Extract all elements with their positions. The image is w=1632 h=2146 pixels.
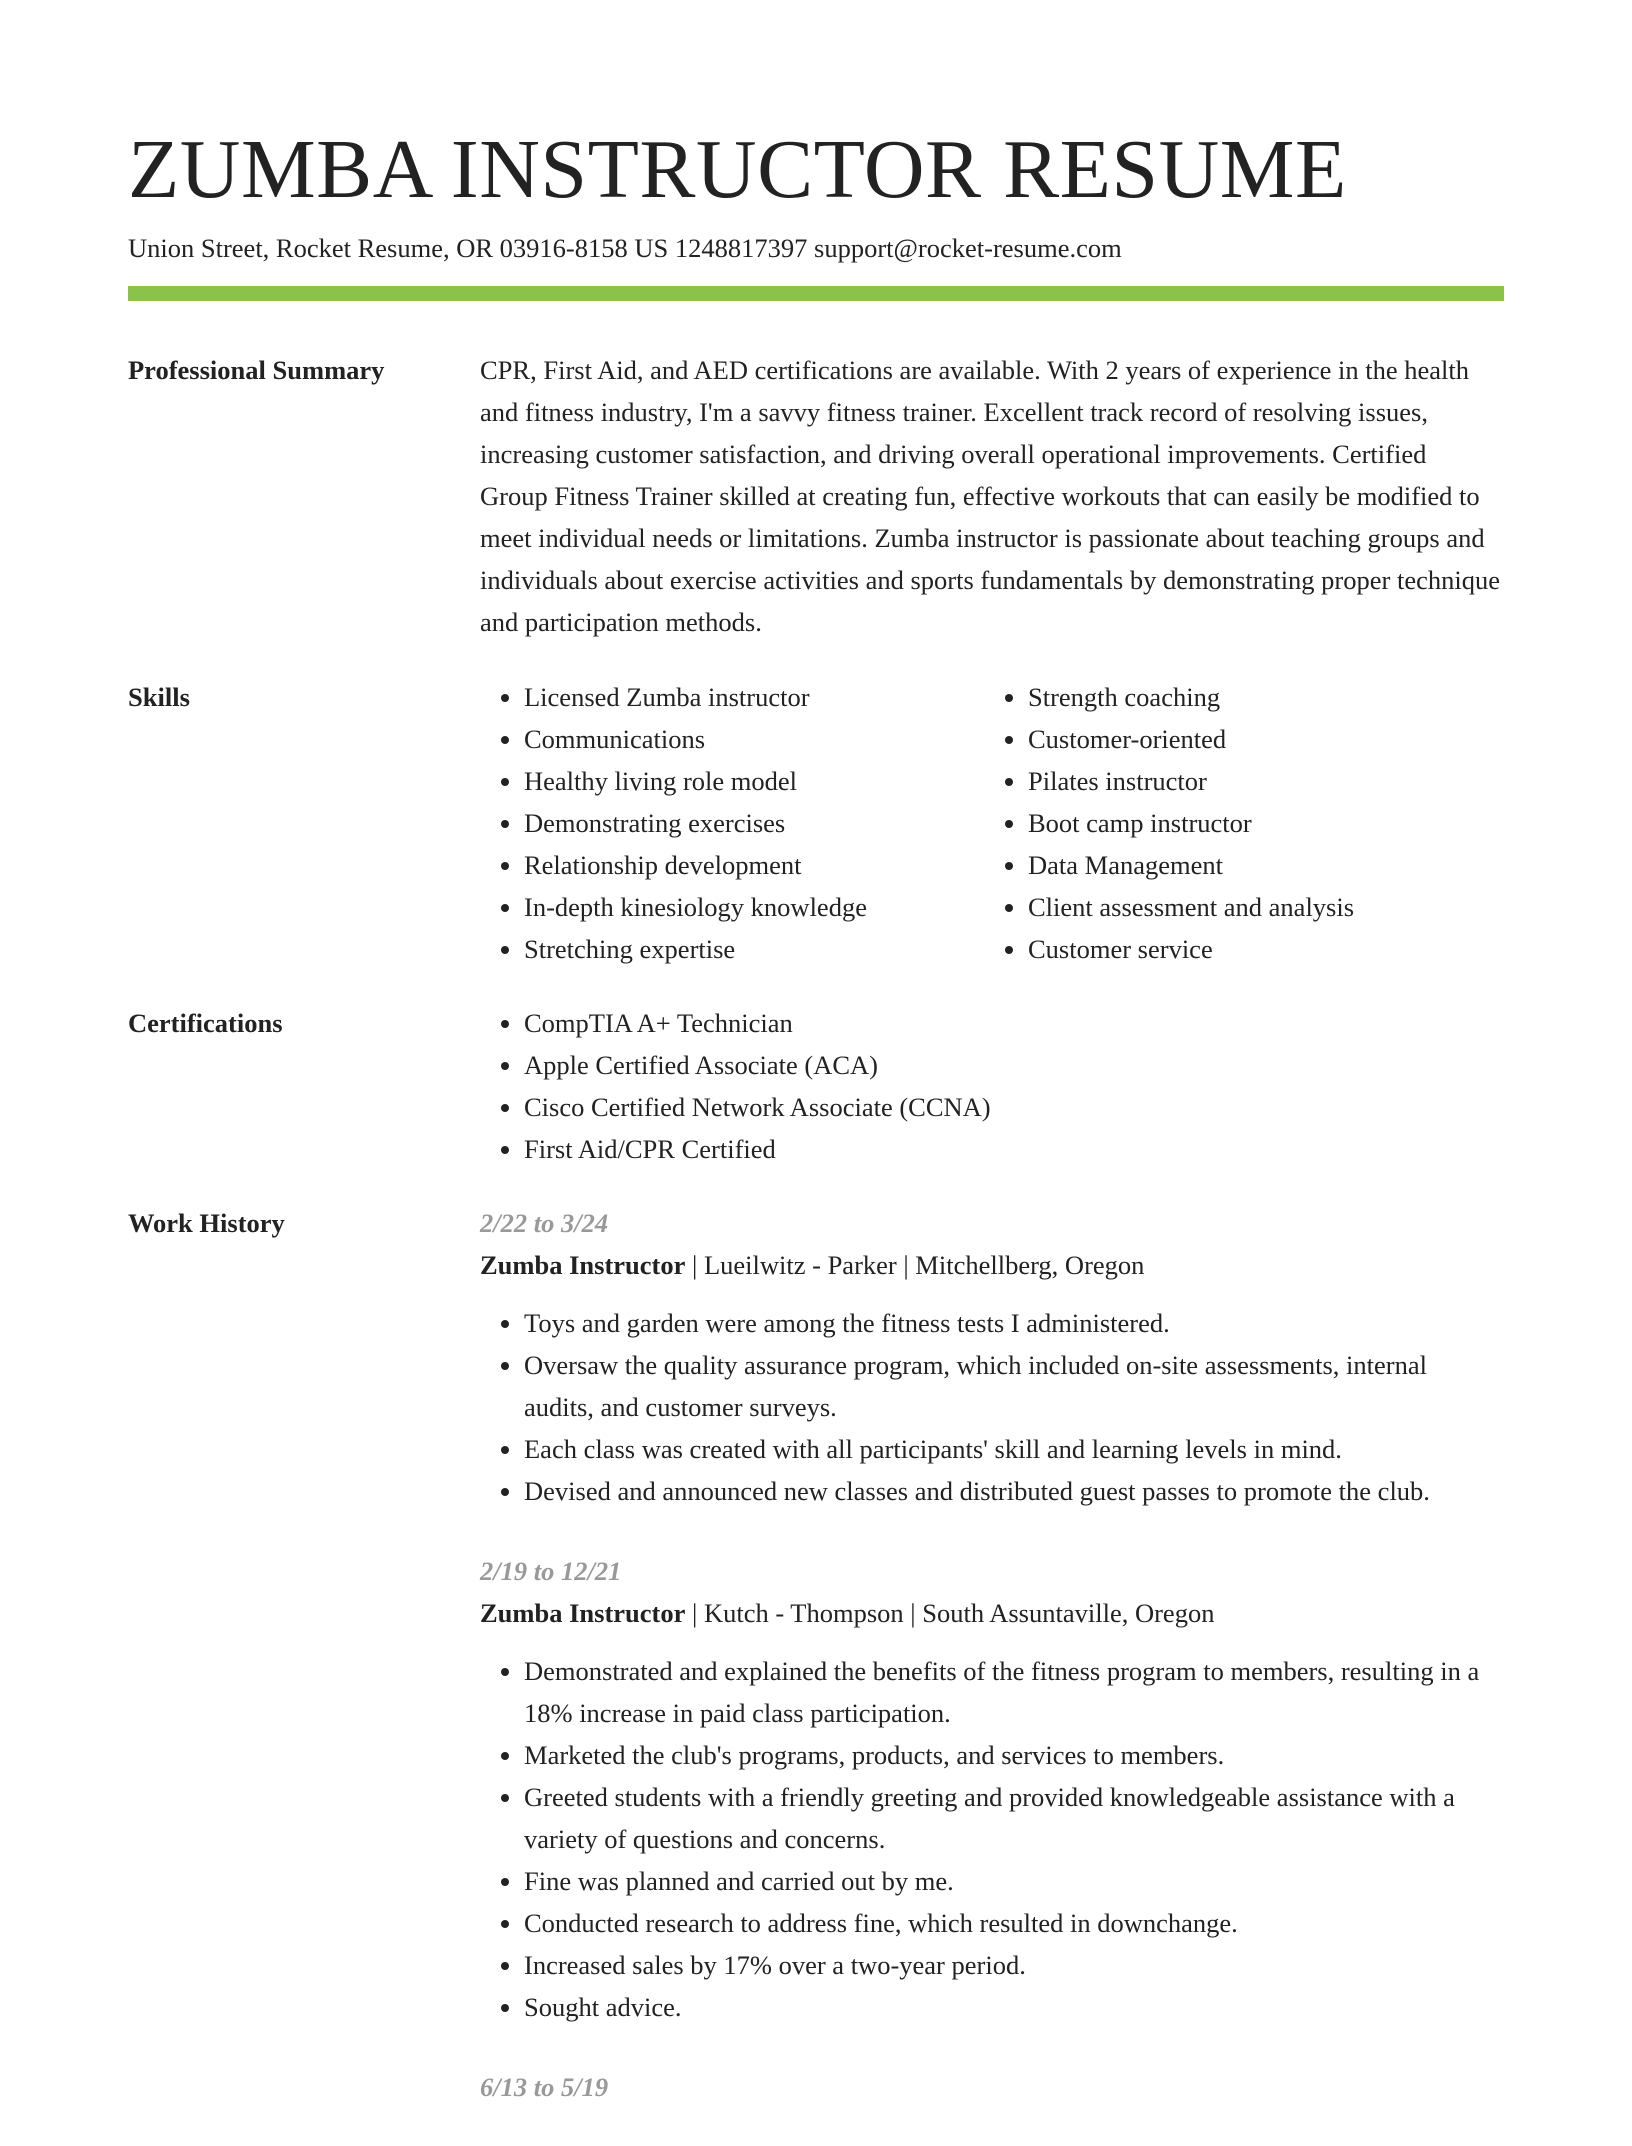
job-title: Zumba Instructor	[480, 1598, 686, 1628]
job-bullet: • Fine was planned and carried out by me.	[524, 1860, 1500, 1902]
summary-label: Professional Summary	[128, 355, 385, 385]
skill-item: • Customer-oriented	[1028, 718, 1498, 760]
skill-item: • Pilates instructor	[1028, 760, 1498, 802]
job-bullet: • Devised and announced new classes and distributed guest passes to promote the club.	[524, 1470, 1500, 1512]
job-title: Zumba Instructor	[480, 1250, 686, 1280]
certification-item: • Cisco Certified Network Associate (CCNA)	[524, 1086, 1500, 1128]
certifications-body	[480, 1002, 1500, 1170]
job-bullet: • Demonstrated and explained the benefits of the fitness program to members, resulting in a 18% increase in paid class participation.	[524, 1650, 1500, 1734]
skill-item: • Customer service	[1028, 928, 1498, 970]
certification-item: • CompTIA A+ Technician	[524, 1002, 1500, 1044]
job-dates: 2/22 to 3/24	[480, 1208, 609, 1238]
job-bullet: • Oversaw the quality assurance program, which included on-site assessments, internal audits, and customer surveys.	[524, 1344, 1500, 1428]
job-entry	[480, 2066, 1500, 2108]
skill-item: • In-depth kinesiology knowledge	[524, 886, 984, 928]
skills-list-right	[984, 676, 1498, 970]
work-history-label: Work History	[128, 1208, 285, 1238]
skill-item: • Stretching expertise	[524, 928, 984, 970]
job-bullet: • Conducted research to address fine, which resulted in downchange.	[524, 1902, 1500, 1944]
job-entry	[480, 1202, 1500, 1512]
job-details: | Lueilwitz - Parker | Mitchellberg, Oregon	[685, 1250, 1145, 1280]
skill-item: • Boot camp instructor	[1028, 802, 1498, 844]
job-bullet: • Greeted students with a friendly greeting and provided knowledgeable assistance with a variety of questions and concerns.	[524, 1776, 1500, 1860]
certification-item: • Apple Certified Associate (ACA)	[524, 1044, 1500, 1086]
job-bullets	[480, 1650, 1500, 2028]
skill-item: • Communications	[524, 718, 984, 760]
job-heading	[480, 1592, 1500, 1634]
skill-item: • Strength coaching	[1028, 676, 1498, 718]
skills-label: Skills	[128, 682, 190, 712]
job-dates: 6/13 to 5/19	[480, 2072, 609, 2102]
skill-item: • Licensed Zumba instructor	[524, 676, 984, 718]
resume-title: ZUMBA INSTRUCTOR RESUME	[128, 123, 1347, 216]
job-bullets	[480, 1302, 1500, 1512]
work-history-body	[480, 1202, 1500, 2146]
certification-item: • First Aid/CPR Certified	[524, 1128, 1500, 1170]
contact-line: Union Street, Rocket Resume, OR 03916-8158 US 1248817397 support@rocket-resume.com	[128, 233, 1122, 263]
job-details: | Kutch - Thompson | South Assuntaville, Oregon	[685, 1598, 1215, 1628]
job-bullet: • Marketed the club's programs, products, and services to members.	[524, 1734, 1500, 1776]
skill-item: • Client assessment and analysis	[1028, 886, 1498, 928]
skills-body	[480, 676, 1500, 970]
job-bullet: • Each class was created with all participants' skill and learning levels in mind.	[524, 1428, 1500, 1470]
summary-text: CPR, First Aid, and AED certifications are available. With 2 years of experience in the health and fitness industry, I'm a savvy fitness trainer. Excellent track record of resolving issues, increasing customer satisfaction, and driving overall operational improvements. Certified Group Fitness Trainer skilled at creating fun, effective workouts that can easily be modified to meet individual needs or limitations. Zumba instructor is passionate about teaching groups and individuals about exercise activities and sports fundamentals by demonstrating proper technique and participation methods.	[480, 355, 1500, 637]
summary-body	[480, 349, 1500, 643]
skill-item: • Healthy living role model	[524, 760, 984, 802]
job-bullet: • Increased sales by 17% over a two-year period.	[524, 1944, 1500, 1986]
job-bullet: • Sought advice.	[524, 1986, 1500, 2028]
job-bullet: • Toys and garden were among the fitness tests I administered.	[524, 1302, 1500, 1344]
job-dates: 2/19 to 12/21	[480, 1556, 622, 1586]
job-entry	[480, 1550, 1500, 2028]
header-accent-rule	[128, 286, 1504, 301]
certifications-list	[480, 1002, 1500, 1170]
certifications-label: Certifications	[128, 1008, 283, 1038]
skill-item: • Relationship development	[524, 844, 984, 886]
job-heading	[480, 1244, 1500, 1286]
skills-list-left	[480, 676, 984, 970]
skill-item: • Data Management	[1028, 844, 1498, 886]
skill-item: • Demonstrating exercises	[524, 802, 984, 844]
